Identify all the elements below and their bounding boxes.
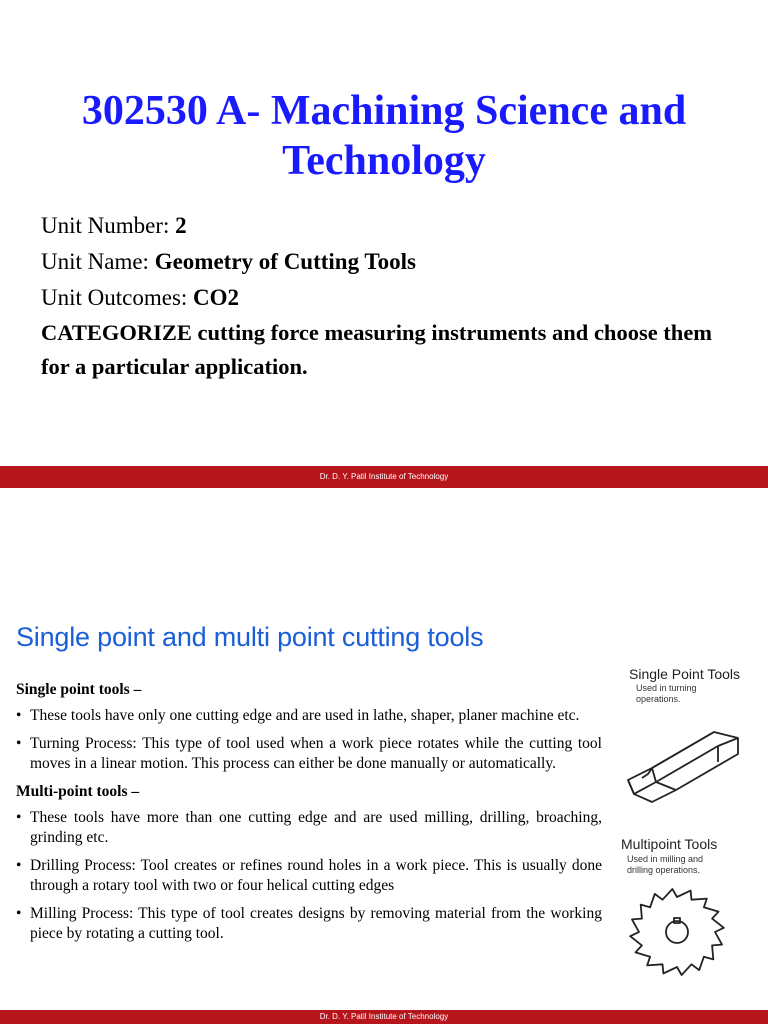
footer-bar: Dr. D. Y. Patil Institute of Technology	[0, 1010, 768, 1024]
multi-point-heading: Multi-point tools –	[16, 783, 140, 800]
footer-bar: Dr. D. Y. Patil Institute of Technology	[0, 466, 768, 488]
list-item: • Turning Process: This type of tool used when a work piece rotates while the cutting tool moves in a linear motion. This process can either be done manually or automatically.	[16, 735, 602, 772]
bullet-icon: •	[16, 707, 22, 724]
slide-tools	[0, 536, 768, 1024]
single-point-figure-title: Single Point Tools	[629, 666, 741, 682]
milling-cutter-icon	[622, 882, 732, 982]
single-point-figure-caption: Used in turning operations.	[636, 683, 697, 704]
unit-number-label: Unit Number:	[41, 213, 176, 238]
unit-name-value: Geometry of Cutting Tools	[154, 249, 417, 274]
unit-outcomes-value: CO2	[193, 285, 240, 310]
slide-heading: Single point and multi point cutting tools	[16, 622, 484, 652]
unit-number-line	[41, 208, 741, 244]
course-title: 302530 A- Machining Science and Technology	[81, 88, 687, 184]
unit-number-value: 2	[175, 213, 187, 238]
multipoint-figure-caption: Used in milling and drilling operations.	[627, 854, 704, 875]
bullet-icon: •	[16, 905, 22, 922]
bullet-icon: •	[16, 735, 22, 752]
list-item: • Drilling Process: Tool creates or refines round holes in a work piece. This is usually done through a rotary tool with two or four helical cutting edges	[16, 857, 602, 894]
unit-outcomes-line	[41, 280, 741, 316]
list-item: • These tools have more than one cutting edge and are used milling, drilling, broaching, grinding etc.	[16, 809, 602, 846]
slide-title	[0, 0, 768, 488]
list-item: • These tools have only one cutting edge and are used in lathe, shaper, planer machine etc.	[16, 707, 580, 724]
list-item: • Milling Process: This type of tool creates designs by removing material from the working piece by rotating a cutting tool.	[16, 905, 602, 942]
outcome-text: CATEGORIZE cutting force measuring instruments and choose them for a particular application.	[41, 320, 713, 379]
unit-outcomes-label: Unit Outcomes:	[41, 285, 194, 310]
unit-name-label: Unit Name:	[41, 249, 155, 274]
slide-gap	[0, 488, 768, 536]
unit-name-line	[41, 244, 741, 280]
bullet-icon: •	[16, 809, 22, 826]
single-point-heading: Single point tools –	[16, 681, 142, 698]
single-point-tool-icon	[622, 720, 742, 810]
unit-info	[41, 208, 741, 384]
slide-body	[16, 680, 602, 952]
multipoint-figure-title: Multipoint Tools	[621, 836, 718, 852]
bullet-icon: •	[16, 857, 22, 874]
